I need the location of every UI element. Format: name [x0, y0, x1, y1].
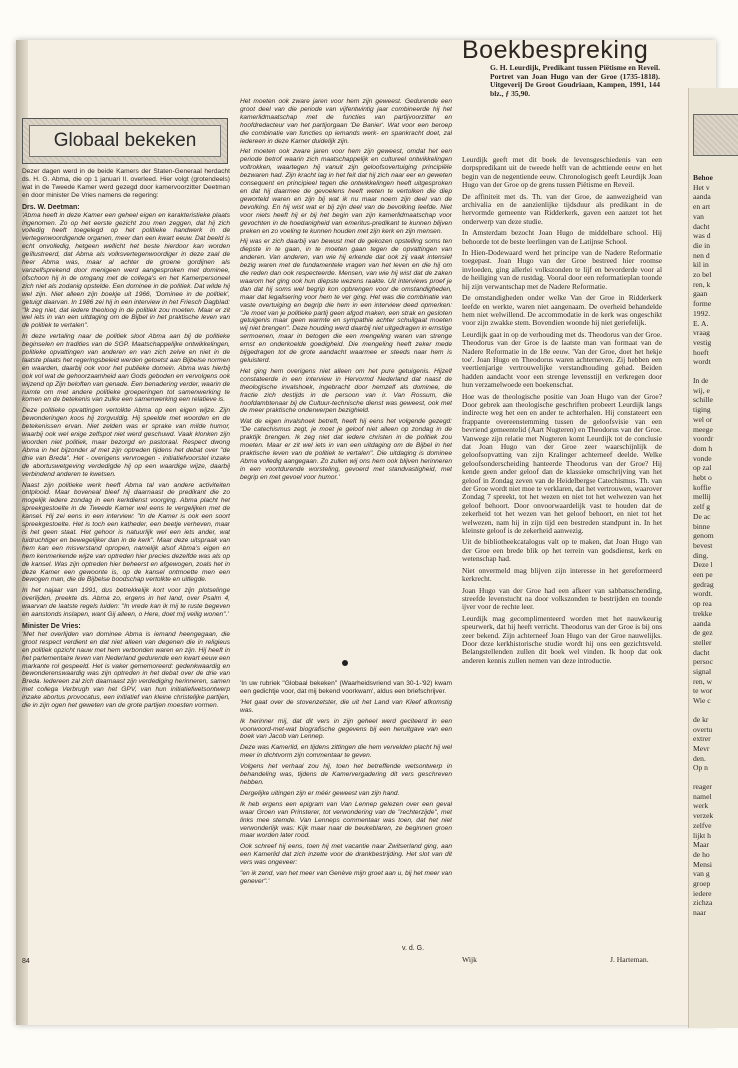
next-page-fragment: wij, e [693, 385, 710, 395]
next-page-fragment: wordt [693, 357, 711, 367]
section-bullet [342, 660, 348, 666]
next-page-fragment: een pe [693, 570, 713, 579]
review-paragraph: Hoe was de theologische positie van Joan Hugo van der Groe? Door gebrek aan theologische geschriften probeert Leurdijk langs indirecte weg het een en ander te achterhalen. Hij constateert een frappante overeenstemming tussen de geloofsvisie van een bevriend gemeentelid (Aart Nugteren) en Theodorus van der Groe. Vanwege zijn relatie met Nugteren komt Leurdijk tot de conclusie dat Joan Hugo van der Groe zeer waarschijnlijk de geloofsopvatting van zijn Kralinger achterneef deelde. Welke geloofsonderscheiding hanteerde Theodorus van der Groe? Hij kende geen ander geloof dan de klassieke omschrijving van het geloof in Zondag zeven van de Heidelbergse Catechismus. Th. van der Groe wordt niet moe te verklaren, dat het vertrouwen, waarover Zondag 7 spreekt, tot het wezen en niet tot het welwezen van het geloof behoort. Door onvoorwaardelijk vast te houden dat de zekerheid tot het wezen van het geloof behoort, en niet tot het welwezen, nam hij in zijn tijd een bestreden standpunt in. In het kleinste geloof is de zekerheid aanwezig. [462, 391, 662, 536]
next-page-fragment: In de [693, 376, 709, 385]
next-page-fragment: den. [693, 753, 706, 763]
next-page-fragment: ding. [693, 550, 709, 560]
next-page-fragment: iedere [693, 888, 712, 898]
book-reference: G. H. Leurdijk, Predikant tussen Piëtisme en Reveil. Portret van Joan Hugo van der Groe (1735-1818). Uitgeverij De Groot Goudriaan, Kampen, 1991, 144 blz., ƒ 35,90. [490, 63, 660, 98]
deetman-paragraph: In deze vertaling naar de politiek sloot Abma aan bij de politieke beginselen en tradities van de SGP. Maatschappelijke ontwikkelingen, politieke opvattingen van anderen en van zich zelve en niet in de laatste plaats het regeringsbeleid werden getoetst aan Bijbelse normen en waarden, daarbij ook voor het publieke domein. Abma was hierbij ook vol wat de gehoorzaamheid aan Gods geboden en vervolgens ook wijzend op Zijn beloften van genade. Een benadering verder, waarin de ruimte om met andere politieke groeperingen tot samenwerking te komen en de betekenis van zulke een samenwerking een relatieve is. [22, 333, 230, 404]
rubric-paragraph: 'Het gaat over de stovenzetster, die uit het Land van Kleef afkomstig was. [240, 698, 452, 714]
next-page-fragment: lijkt h [693, 830, 711, 840]
next-page-fragment: die in [693, 240, 711, 250]
review-paragraph: Uit de bibliotheekcatalogus valt op te maken, dat Joan Hugo van der Groe een brede blik op het terrein van godsdienst, kerk en wetenschap had. [462, 537, 662, 564]
next-page-fragment: overtu [693, 724, 713, 734]
next-page-fragment: aanda [693, 192, 711, 202]
next-page-fragment: reager [693, 782, 712, 791]
next-page-fragment: Maar [693, 840, 710, 850]
next-page-fragment: trekke [693, 608, 712, 618]
rubric-paragraph: Ik herinner mij, dat dit vers in zijn geheel werd geciteerd in een voorwoord-met-wat biografische gegevens bij een heruitgave van een boek van Jacob van Lennep. [240, 717, 452, 741]
next-page-fragment: extrer [693, 734, 711, 744]
middle-paragraph: Het moeten ook zware jaren voor hem zijn geweest, omdat het een periode betrof waarin zich maatschappelijk en cultureel ontwikkelingen voltrokken, waartegen hij vanuit zijn geloofsovertuiging principiële bezwaren had. Zijn kracht lag in het feit dat hij zich naar eer en geweten consequent en principieel tegen die ontwikkelingen heeft uitgesproken en dat hij daarmee de gevoelens heeft weten te vertolken die diep geworteld waren en zijn bij wat ik nu maar noem zijn deel van de bevolking. En hij wist wat er bij zijn deel van de bevolking leefde. Niet voor niets heeft hij er bij het begin van zijn kamerlidmaatschap voor gevochten in de hoedanigheid van emeritus-predikant te kunnen blijven preken en zo voeling te kunnen houden met zijn kerk en zijn mensen. [240, 148, 452, 235]
devries-paragraph: 'Met het overlijden van dominee Abma is iemand heengegaan, die groot respect verdient en dat niet alleen van degenen die in religieus en politiek opzicht nauw met hem verbonden waren en zijn. Hij heeft in het parlementaire leven van Nederland gedurende een kwart eeuw een markante rol gespeeld. Het is vaker gememoreerd: gedenkwaardig en bewonderenswaardig was zijn optreden in het debat over de drie van Breda. Iedereen zal zich daarnaast zijn verdediging herinneren, samen met collega Verbrugh van het GPV, van hun initiatiefwetsontwerp inzake abortus provocatus, een initiatief van kleine christelijke partijen, die in zijn ogen het geweten van de grote partijen moesten vormen. [22, 630, 230, 710]
next-page-fragment: bevest [693, 540, 713, 550]
next-page-fragment: ren, w [693, 676, 712, 686]
next-page-fragment: steller [693, 637, 712, 647]
next-page-fragment: E. A. [693, 318, 709, 328]
rubric-paragraph: Ik heb ergens een epigram van Van Lennep gelezen over een geval waar Groen van Prinsterer, tot verwondering van de "rechterzijde", met links mee stemde. Van Lenneps commentaar was toen, dat het niet verwonderlijk was: Kijk maar naar de beukeblaren, ze beginnen groen maar worden later rood. [240, 800, 452, 840]
next-page-fragment: forme [693, 299, 712, 309]
next-page-fragment: meege [693, 424, 713, 434]
next-page-fragment: op rea [693, 599, 712, 609]
review-paragraph: De omstandigheden onder welke Van der Groe in Ridderkerk leefde en werkte, waren niet aangenaam. De overheid behandelde hem niet welwillend. De accommodatie in de kerk was ongeschikt voor zijn zwakke stem. Bovendien woonde hij niet geriefelijk. [462, 293, 662, 328]
next-page-fragment: verzek [693, 811, 714, 821]
next-page-fragment: hebt o [693, 473, 712, 482]
review-paragraph: In Hien-Dodewaard werd het principe van de Nadere Reformatie toegepast. Joan Hugo van der Groe bestreed hier roomse invloeden, ging allerlei volkszonden te lijf en bevorderde voor al de heiliging van de rustdag. Vooral door een reformatieplan toonde hij zijn verwantschap met de Nadere Reformatie. [462, 248, 662, 291]
next-page-fragment: de ho [693, 849, 710, 859]
rubric-paragraph: Ook schreef hij eens, toen hij met vacantie naar Zwitserland ging, aan een Kamerlid dat zich inzette voor de drankbestrijding. Het slot van dit vers was ongeveer: [240, 843, 452, 867]
next-page-fragment: 1992. [693, 308, 711, 318]
intro-paragraph: Dezer dagen werd in de beide Kamers der Staten-Generaal herdacht ds. H. G. Abma, die op 1 januari II. overleed. Hier volgt (grotendeels) wat in de Tweede Kamer werd gezegd door kamervoorzitter Deetman en door minister De Vries namens de regering: [22, 168, 230, 199]
next-page-fragment: persoc [693, 657, 713, 667]
next-page-fragment: dom h [693, 443, 713, 453]
next-page-fragment: De ac [693, 511, 711, 521]
next-page-fragment: zichza [693, 898, 713, 908]
next-page-fragment: werk [693, 801, 709, 811]
next-page-fragment: nen d [693, 250, 710, 260]
rubric-paragraph: Volgens het verhaal zou hij, toen het betreffende wetsontwerp in behandeling was, tijdens de Kamervergadering dit vers geschreven hebben. [240, 763, 452, 786]
review-paragraph: Joan Hugo van der Groe had een afkeer van sabbatsschending, streefde levenstucht na door volkszonden te bestrijden en toonde ijver voor de rechte leer. [462, 585, 662, 612]
next-page-fragment: zelfve [693, 820, 712, 830]
column-heading-box [22, 118, 228, 164]
middle-column-top [240, 98, 452, 654]
rubric-paragraph: 'In uw rubriek "Globaal bekeken" (Waarheidsvriend van 30-1-'92) kwam een gedichtje voor, dat mij bekend voorkwam', aldus een briefschrijver. [240, 680, 452, 695]
next-page-fragment: genom [693, 531, 714, 541]
review-paragraph: Leurdijk mag gecomplimenteerd worden met het nauwkeurig speurwerk, dat hij heeft verricht. Theodorus van der Groe is bij ons zeer bekend. Zijn achterneef Joan Hugo van der Groe nauwelijks. Door deze kerkhistorische studie wordt hij ons een gezichtsveld. Belangstellenden zullen dit boek wel vinden. Ik hoop dat ook anderen kennis zullen nemen van deze introductie. [462, 613, 662, 665]
rubric-paragraph: Deze was Kamerlid, en tijdens zittingen die hem vervelden placht hij wel meer in dichtvorm zijn commentaar te geven. [240, 744, 452, 760]
next-page-fragment: zo bel [693, 270, 712, 279]
next-page-fragment: koffie [693, 482, 711, 492]
column-heading: Globaal bekeken [29, 125, 221, 157]
next-page-fragment: kil in [693, 260, 709, 270]
next-page-fragment: dacht [693, 647, 710, 657]
review-paragraph: Leurdijk geeft met dit boek de levensgeschiedenis van een dorpspredikant uit de tweede helft van de achttiende eeuw en het begin van de negentiende eeuw. Chronologisch geeft Leurdijk Joan Hugo van der Groe op de grens tussen Piëtisme en Reveil. [462, 156, 662, 190]
next-page-fragment: wordt. [693, 589, 713, 599]
next-page-fragment: mellij [693, 492, 711, 502]
next-page-fragment: van [693, 211, 704, 221]
next-page-fragment: schille [693, 395, 713, 405]
review-title: Boekbespreking [462, 36, 649, 64]
review-column [462, 156, 662, 952]
left-column [22, 168, 230, 958]
next-page-fragment: naar [693, 908, 707, 918]
next-page-fragment: vraag [693, 328, 710, 338]
next-page-fragment: wel or [693, 414, 713, 424]
next-page-fragment: tiging [693, 405, 711, 415]
review-paragraph: Leurdijk gaat in op de verhouding met ds. Theodorus van der Groe. Theodorus van der Groe is de laatste man van formaat van de Nadere Reformatie in de 18e eeuw. 'Van der Groe, doet het hekje toe'. Joan Hugo en Theodorus waren achterneven. Zij hebben een veertienjarige vertrouwelijke verstandhouding gehad. Beiden hadden aandacht voor een strenge levensstijl en verkregen door hun verzamelwoede een boekenschat. [462, 329, 662, 390]
next-page-fragment: signal [693, 667, 712, 676]
speaker-devries: Minister De Vries: [22, 622, 81, 630]
next-page-fragment: vestig [693, 337, 712, 347]
next-page-fragment: aanda [693, 618, 711, 628]
next-page-fragment: Mensi [693, 859, 712, 869]
rubric-paragraph: Dergelijke uitingen zijn er méér geweest van zijn hand. [240, 789, 400, 797]
next-page-fragment: Wie c [693, 696, 711, 706]
next-page-fragment: en art [693, 202, 711, 212]
next-page-fragment: namel [693, 791, 712, 801]
next-page-fragment: gaan [693, 289, 708, 299]
next-page-fragment: van g [693, 869, 710, 879]
review-paragraph: In Amsterdam bezocht Joan Hugo de middelbare school. Hij behoorde tot de beste leerlingen van de Latijnse School. [462, 228, 662, 246]
next-page-fragment: hoeft [693, 347, 709, 357]
speaker-deetman: Drs. W. Deetman: [22, 203, 80, 211]
signature-vdg: v. d. G. [402, 945, 425, 952]
deetman-paragraph: Deze politieke opvattingen vertolkte Abma op een eigen wijze. Zijn bewonderingen koos hij zorgvuldig. Hij speelde met woorden en de betekenissen ervan. Niet zelden was er sprake van milde humor, waarbij ook wel enige zelfspot niet werd geschuwd. Vaak klonken zijn woorden niet politiek, maar bezorgd en pastoraal. Respect dwong Abma in het bijzonder af met zijn optreden tijdens het debat over "de drie van Breda". Het - overigens vervroegen - initiatiefvoorstel inzake de abortuswetgeving verdedigde hij op een waardige wijze, daarbij verbindend anderen te kwetsen. [22, 407, 230, 478]
reviewer-name: J. Harteman. [610, 955, 649, 964]
review-place: Wijk [462, 955, 477, 964]
next-page-fragment: op zal [693, 463, 712, 473]
rubric-paragraph: "en ik zend, van het meer van Genève mijn groet aan u, bij het meer van genever".' [240, 870, 452, 885]
next-page-fragment: binne [693, 521, 710, 531]
next-page-fragment: Mevr [693, 743, 710, 753]
deetman-paragraph: In het najaar van 1991, dus betrekkelijk kort voor zijn plotselinge overlijden, preekte ds. Abma zo, ergens in het land, over Psalm 4, waarvan de laatste regels luiden: "In vrede kan ik mij te ruste begeven en aanstonds inslapen, want Gij alleen, o Here, doet mij veilig wonen".' [22, 587, 230, 619]
next-page-fragment: de gez [693, 628, 713, 638]
next-page-fragment: was d [693, 231, 711, 241]
middle-paragraph: Het ging hem overigens niet alleen om het pure getuigenis. Hijzelf constateerde in een interview in Hervormd Nederland dat naast de theologische invalshoek, ingebracht door hemzelf als dominee, de fractie zich destijds in de persoon van ir. Van Rossum, die hoofdambtenaar bij de Cultuur-technische dienst was geweest, ook met de meer praktische onderwerpen bezighield. [240, 367, 452, 415]
next-page-fragment: te wor [693, 686, 713, 696]
next-page-fragment: groep [693, 879, 711, 888]
next-page-fragment: de kr [693, 714, 709, 724]
next-page-fragment: Het v [693, 182, 710, 192]
next-page-fragment: vonde [693, 453, 712, 463]
middle-paragraph: Wat de eigen invalshoek betreft, heeft hij eens het volgende gezegd: "De catechismus zegt, je moet je geloof niet alleen op zondag in de praktijk brengen. Ik zeg niet dat iedere christen in de politiek zou moeten. Maar er zit wel iets in van een uitdaging om de Bijbel in het praktische leven van de politiek te vertalen". Die uitdaging is dominee Abma volledig aangegaan. Zo zullen wij ons hem ook blijven herinneren in een voortdurende worsteling, gevoerd met standvastigheid, met begrip en met gevoel voor humor.' [240, 418, 452, 481]
next-page-edge [688, 88, 738, 1028]
next-page-fragment: Op n [693, 763, 708, 773]
deetman-paragraph: Naast zijn politieke werk heeft Abma tal van andere activiteiten ontplooid. Maar boveneal bleef hij daarnaast de predikant die zo mogelijk iedere zondag in een kerkdienst voorging. Abma placht het spreekgestoelte in de Tweede Kamer wel eens te vergelijken met de kansel. Hij zei eens in een interview: "In de Kamer is ook een soort spreekgestoelte. Het is toch een katheder, een beetje verheven, maar is het geen staat. Het gehoor is natuurlijk wel een iets ander, wat luidruchtiger en bewegelijker dan in de kerk". Maar deze uitspraak van hem kan een misverstand opropen, namelijk alsof Abma's eigen en hem kenmerkende wijze van optreden hier precies dezelfde was als op de kansel. Was zijn optreden hier beheerst en afgewogen, zoals het in deze Kamer een gewoonte is, op de kansel ontmoette men een bewogen man, die de Bijbelse boodschap vertolkte en uitlegde. [22, 481, 230, 584]
next-page-fragment: zelf g [693, 502, 711, 512]
review-paragraph: De affiniteit met ds. Th. van der Groe, de aanwezigheid van archivalia en de aanzienlijke tijdsduur als predikant in de hervormde gemeente van Ridderkerk, gaven een aanzet tot het onderwerp van deze studie. [462, 191, 662, 226]
next-page-fragment: Behoe [693, 173, 713, 182]
review-paragraph: Niet onvermeld mag blijven zijn interesse in het gereformeerd kerkrecht. [462, 565, 662, 584]
page-number: 84 [22, 958, 30, 965]
next-page-fragment: dacht [693, 221, 710, 231]
next-page-fragment: ren, k [693, 279, 711, 289]
deetman-paragraph: 'Abma heeft in deze Kamer een geheel eigen en karakteristieke plaats ingenomen. Zo op het eerste gezicht zou men zeggen, dat hij zich volledig heeft toegelegd op het politieke handwerk in de vertegenwoordigende organen, meer dan een kwart eeuw. Dat beeld is echt onvolledig, hetgeen wellicht het beste hierdoor kan worden geïllustreerd, dat Abma als volksvertegenwoordiger in deze zaal de heer Abma was, maar al achter de groene gordijnen als vanzelfsprekend door menigeen werd aangesproken met dominee, ofschoon hij in de omgang met de collega's en het Kamerpersoneel zich niet als zodanig opstelde. Een dominee in de politiek. Dat wilde hij wel zijn. Niet alleen zijn boekje uit 1966, 'Dominee in de politiek', getuigt daarvan. In 1986 zei hij in een interview in het Friesch Dagblad: "Ik zeg niet, dat iedere theoloog in de politiek zou moeten. Maar er zit wel iets in van een uitdaging om de Bijbel in het praktische leven van de politiek te vertalen". [22, 211, 230, 330]
next-page-heading-box [693, 114, 738, 156]
middle-paragraph: Hij was er zich daarbij van bewust met de gekozen opstelling soms ten diepste in te gaan, in te moeten gaan tegen de opvattingen van anderen. Van anderen, van wie hij erkende dat ook zij vaak intensief bezig waren met de fundamentele vragen van het leven en die hij om die reden dan ook respecteerde. Mensen, van wie hij wist dat de zaken waarom het ging ook hun diepste wezens raakte. Uit interviews proef je dan dat hij soms wel begrip kon opbrengen voor de omstandigheden, maar dat legalisering voor hem te ver ging. Het was die combinatie van vaste overtuiging en begrip die hem in een interview deed opmerken: "Je moet van je politieke partij geen afgod maken, een strak en gesloten getuigenis maar geen warmte en sympathie achter schuilgaat moeten wij niet brengen". Deze houding werd daarbij niet uitgedragen in ernstige sermoenen, maar in betogen die een mengeling waren van strenge ernst en onderkoelde goedigheid. Die mengeling heeft zeker mede bijgedragen tot de grote aandacht waarmee er steeds naar hem is geluisterd. [240, 238, 452, 364]
middle-paragraph: Het moeten ook zware jaren voor hem zijn geweest. Gedurende een groot deel van die periode van vijfentwintig jaar combineerde hij het kamerlidmaatschap met de functies van partijvoorzitter en hoofdredacteur van het partijorgaan 'De Banier'. Wat voor een beroep die combinatie van functies op iemands werk- en spankracht doet, zal iedereen in deze Kamer duidelijk zijn. [240, 98, 452, 145]
next-page-fragment: Deze l [693, 560, 713, 570]
next-page-fragment: gedrag [693, 579, 714, 589]
next-page-fragment: voordr [693, 434, 714, 444]
middle-column-bottom [240, 680, 452, 942]
